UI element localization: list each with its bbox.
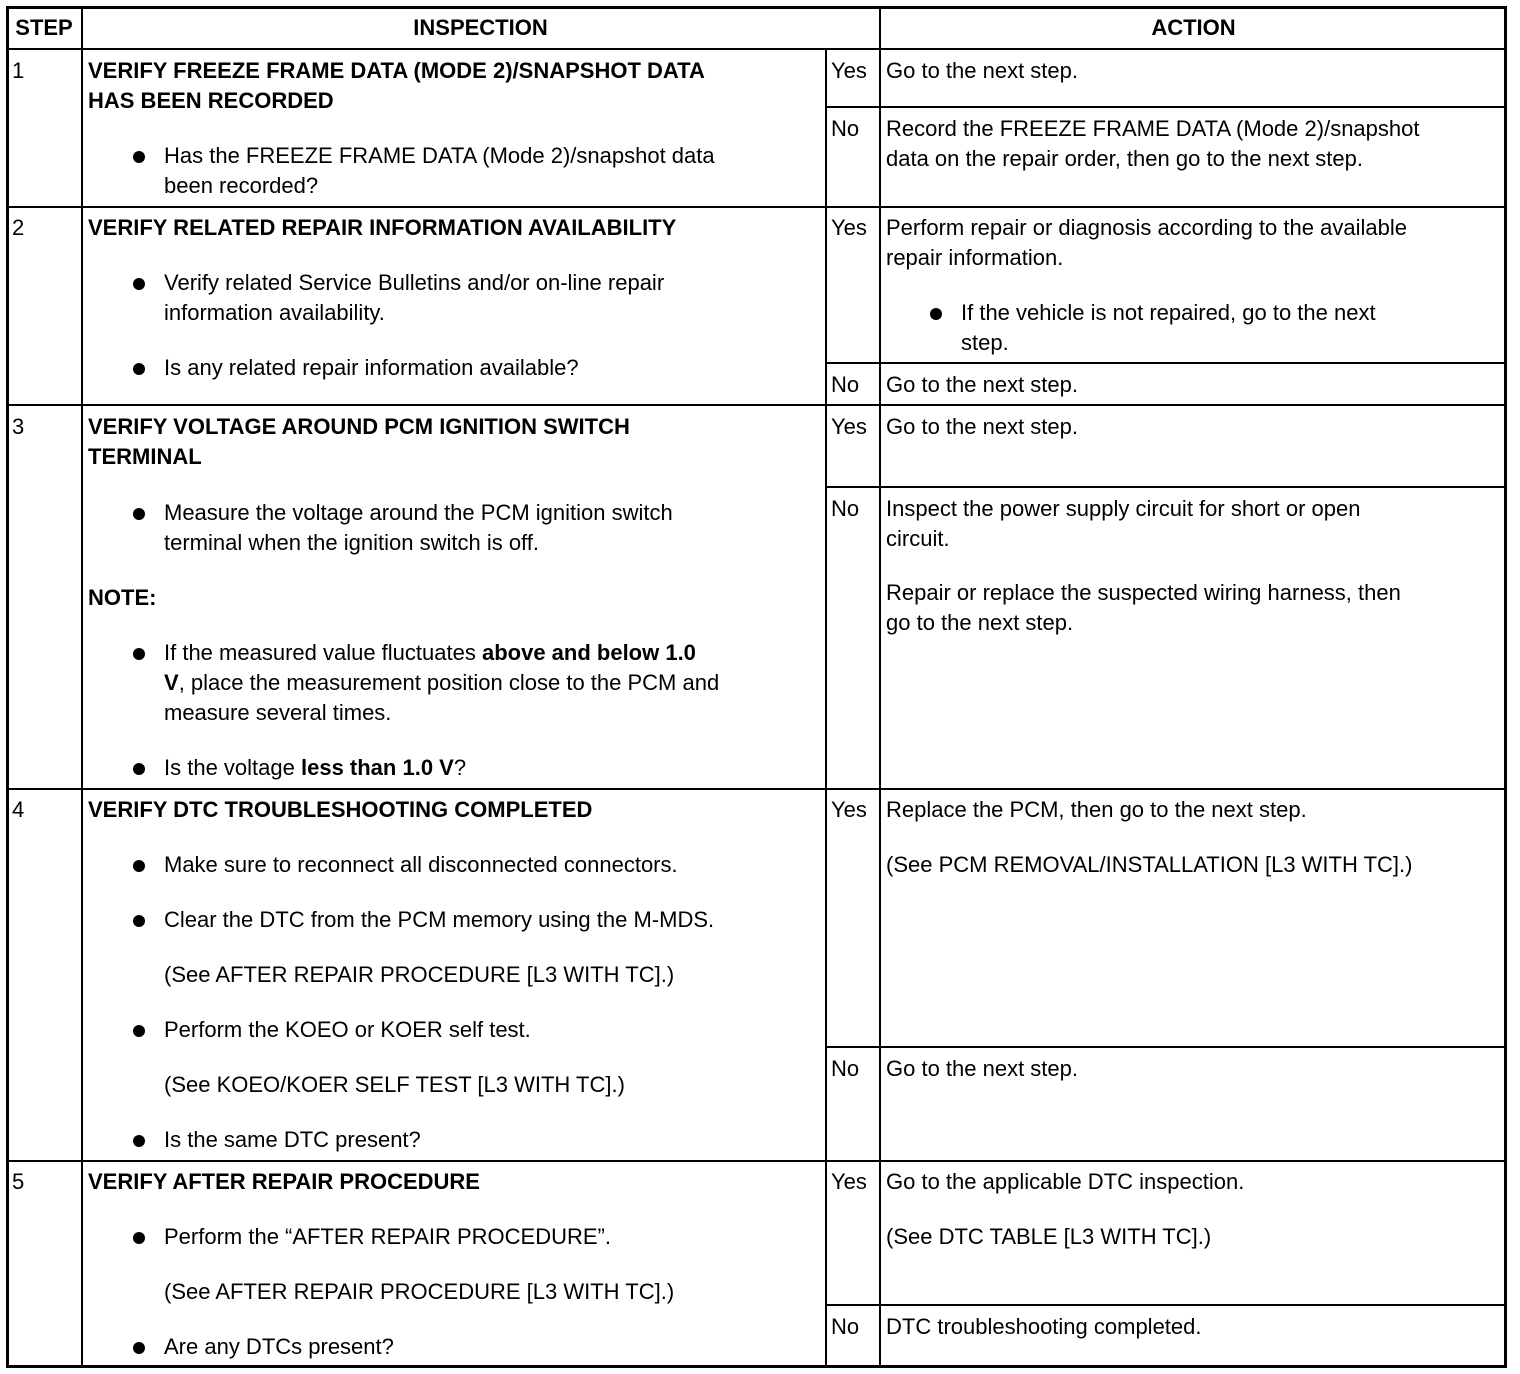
step-number: 2 xyxy=(12,215,25,240)
bullet-icon xyxy=(133,1025,145,1037)
inspection-bullet: Has the FREEZE FRAME DATA (Mode 2)/snapshot data xyxy=(164,143,715,168)
inspection-bullet: If the measured value fluctuates above and below 1.0 xyxy=(164,640,696,665)
step-title: TERMINAL xyxy=(88,444,202,469)
yes-action: repair information. xyxy=(886,245,1064,270)
header-action: ACTION xyxy=(1151,15,1236,40)
step-number: 4 xyxy=(12,797,25,822)
yes-label: Yes xyxy=(831,414,867,439)
inspection-bullet: Is the voltage less than 1.0 V? xyxy=(164,755,467,780)
action-bullet: step. xyxy=(961,330,1009,355)
reference-link[interactable]: (See KOEO/KOER SELF TEST [L3 WITH TC].) xyxy=(164,1072,625,1097)
yes-no-divider xyxy=(826,362,1507,364)
inspection-bullet: been recorded? xyxy=(164,173,319,198)
inspection-bullet: measure several times. xyxy=(164,700,392,725)
bullet-icon xyxy=(133,1232,145,1244)
bullet-icon xyxy=(133,915,145,927)
yes-no-divider xyxy=(826,486,1507,488)
bullet-icon xyxy=(930,308,942,320)
yes-action: Perform repair or diagnosis according to the available xyxy=(886,215,1407,240)
inspection-bullet: terminal when the ignition switch is off. xyxy=(164,530,539,555)
no-label: No xyxy=(831,372,860,397)
yes-action: Go to the next step. xyxy=(886,58,1079,83)
step-title: VERIFY FREEZE FRAME DATA (MODE 2)/SNAPSHOT DATA xyxy=(88,58,705,83)
inspection-bullet: Clear the DTC from the PCM memory using the M-MDS. xyxy=(164,907,715,932)
yes-label: Yes xyxy=(831,58,867,83)
inspection-bullet: Is the same DTC present? xyxy=(164,1127,421,1152)
header-inspection: INSPECTION xyxy=(413,15,548,40)
yes-label: Yes xyxy=(831,797,867,822)
reference-link[interactable]: (See AFTER REPAIR PROCEDURE [L3 WITH TC].) xyxy=(164,1279,675,1304)
step-number: 1 xyxy=(12,58,25,83)
yes-no-divider xyxy=(826,1304,1507,1306)
inspection-bullet: Are any DTCs present? xyxy=(164,1334,394,1359)
bullet-icon xyxy=(133,1135,145,1147)
yes-label: Yes xyxy=(831,215,867,240)
header-step: STEP xyxy=(15,15,73,40)
yes-no-divider xyxy=(826,1046,1507,1048)
column-divider xyxy=(879,6,881,1368)
inspection-bullet: Perform the KOEO or KOER self test. xyxy=(164,1017,531,1042)
reference-link[interactable]: (See DTC TABLE [L3 WITH TC].) xyxy=(886,1224,1212,1249)
yes-no-divider xyxy=(826,106,1507,108)
action-bullet: If the vehicle is not repaired, go to the next xyxy=(961,300,1376,325)
bullet-icon xyxy=(133,278,145,290)
no-label: No xyxy=(831,1314,860,1339)
no-action: go to the next step. xyxy=(886,610,1074,635)
note-label: NOTE: xyxy=(88,585,157,610)
no-label: No xyxy=(831,1056,860,1081)
no-action: Repair or replace the suspected wiring harness, then xyxy=(886,580,1401,605)
inspection-bullet: Make sure to reconnect all disconnected connectors. xyxy=(164,852,678,877)
row-divider xyxy=(6,206,1507,208)
bullet-icon xyxy=(133,648,145,660)
inspection-bullet: Verify related Service Bulletins and/or on-line repair xyxy=(164,270,665,295)
header-divider xyxy=(6,48,1507,50)
row-divider xyxy=(6,1160,1507,1162)
inspection-bullet: Is any related repair information available? xyxy=(164,355,579,380)
step-number: 3 xyxy=(12,414,25,439)
bullet-icon xyxy=(133,1342,145,1354)
column-divider xyxy=(81,6,83,1368)
inspection-bullet: V, place the measurement position close to the PCM and xyxy=(164,670,720,695)
yes-action: Go to the next step. xyxy=(886,414,1079,439)
reference-link[interactable]: (See PCM REMOVAL/INSTALLATION [L3 WITH TC].) xyxy=(886,852,1413,877)
no-action: data on the repair order, then go to the next step. xyxy=(886,146,1363,171)
no-action: circuit. xyxy=(886,526,950,551)
bullet-icon xyxy=(133,763,145,775)
bullet-icon xyxy=(133,363,145,375)
inspection-bullet: Perform the “AFTER REPAIR PROCEDURE”. xyxy=(164,1224,611,1249)
no-action: Go to the next step. xyxy=(886,1056,1079,1081)
step-title: HAS BEEN RECORDED xyxy=(88,88,334,113)
yes-action: Replace the PCM, then go to the next step. xyxy=(886,797,1307,822)
no-label: No xyxy=(831,116,860,141)
step-title: VERIFY RELATED REPAIR INFORMATION AVAILABILITY xyxy=(88,215,677,240)
column-divider xyxy=(825,48,827,1368)
no-label: No xyxy=(831,496,860,521)
step-title: VERIFY VOLTAGE AROUND PCM IGNITION SWITCH xyxy=(88,414,630,439)
step-title: VERIFY AFTER REPAIR PROCEDURE xyxy=(88,1169,480,1194)
inspection-bullet: Measure the voltage around the PCM ignition switch xyxy=(164,500,673,525)
bullet-icon xyxy=(133,860,145,872)
reference-link[interactable]: (See AFTER REPAIR PROCEDURE [L3 WITH TC].) xyxy=(164,962,675,987)
row-divider xyxy=(6,404,1507,406)
bullet-icon xyxy=(133,508,145,520)
no-action: DTC troubleshooting completed. xyxy=(886,1314,1202,1339)
no-action: Inspect the power supply circuit for short or open xyxy=(886,496,1361,521)
step-number: 5 xyxy=(12,1169,25,1194)
step-title: VERIFY DTC TROUBLESHOOTING COMPLETED xyxy=(88,797,593,822)
yes-action: Go to the applicable DTC inspection. xyxy=(886,1169,1245,1194)
inspection-bullet: information availability. xyxy=(164,300,385,325)
bullet-icon xyxy=(133,151,145,163)
no-action: Go to the next step. xyxy=(886,372,1079,397)
row-divider xyxy=(6,788,1507,790)
yes-label: Yes xyxy=(831,1169,867,1194)
no-action: Record the FREEZE FRAME DATA (Mode 2)/snapshot xyxy=(886,116,1420,141)
